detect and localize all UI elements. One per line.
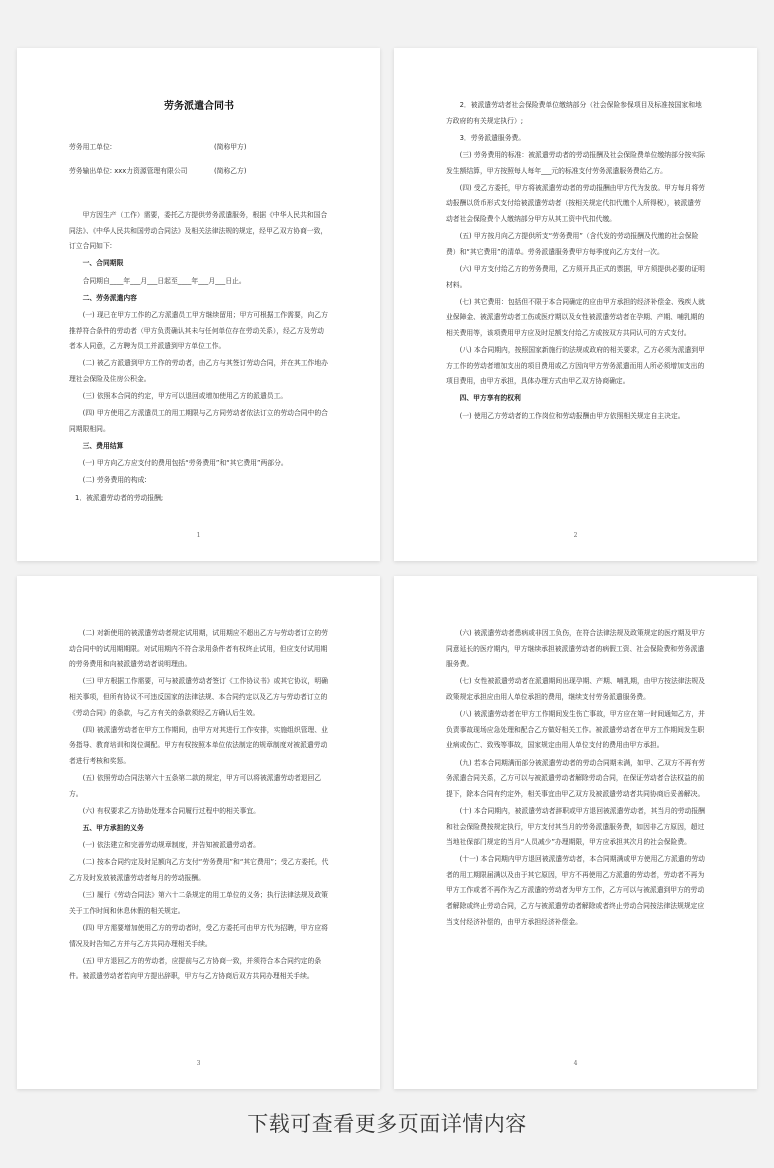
page-2-content <box>446 98 706 426</box>
section-heading: 四、甲方享有的权利 <box>459 394 521 403</box>
paragraph: (二) 劳务费用的构成: <box>82 476 147 485</box>
paragraph: (一) 使用乙方劳动者的工作岗位和劳动报酬由甲方依照相关规定自主决定。 <box>459 411 685 420</box>
paragraph: (六) 被派遣劳动者患病或非因工负伤，在符合法律法规及政策规定的医疗期及甲方同意延长的医疗期内，甲方继续承担被派遣劳动者的病假工资、社会保险费和劳务派遣服务费。 <box>446 629 705 669</box>
paragraph: (八) 被派遣劳动者在甲方工作期间发生伤亡事故，甲方应在第一时间通知乙方，并负责事故现场应急处理和配合乙方做好相关工作。被派遣劳动者在甲方工作期间发生职业病或伤亡、致残等事故，国家规定由用人单位支付的费用由甲方承担。 <box>446 710 705 750</box>
document-page-2 <box>394 48 757 561</box>
section-heading: 二、劳务派遣内容 <box>82 293 137 302</box>
download-more-caption: 下载可查看更多页面详情内容 <box>247 1112 527 1136</box>
section-heading: 一、合同期限 <box>82 259 124 268</box>
paragraph: (六) 有权要求乙方协助处理本合同履行过程中的相关事宜。 <box>82 806 260 815</box>
paragraph: (八) 本合同期内，按照国家新施行的法规或政府的相关要求，乙方必须为派遣到甲方工作的劳动者增加支出的项目费用或乙方因向甲方劳务派遣而用人所必须增加支出的项目费用，由甲方承担，具体办理方式由甲乙双方协商确定。 <box>446 346 705 386</box>
section-heading: 三、费用结算 <box>82 442 124 451</box>
paragraph: (七) 女性被派遣劳动者在派遣期间出现孕期、产期、哺乳期，由甲方按法律法规及政策规定承担应由用人单位承担的费用，继续支付劳务派遣服务费。 <box>446 677 705 701</box>
paragraph: (四) 受乙方委托，甲方将被派遣劳动者的劳动报酬由甲方代为发放。甲方每月将劳动报酬以货币形式支付给被派遣劳动者（按相关规定代扣代缴个人所得税），被派遣劳动者社会保险费个人缴纳部分甲方从其工资中代扣代缴。 <box>446 183 705 223</box>
page-3-content <box>69 626 329 987</box>
section-heading: 五、甲方承担的义务 <box>82 824 144 833</box>
paragraph: (一) 依法建立和完善劳动规章制度，并告知被派遣劳动者。 <box>82 841 260 850</box>
paragraph: (二) 被乙方派遣到甲方工作的劳动者，由乙方与其签订劳动合同，并在其工作地办理社会保险及住房公积金。 <box>69 359 328 383</box>
page-number: 4 <box>573 1060 578 1067</box>
paragraph: 3．劳务派遣服务费。 <box>459 133 526 142</box>
paragraph: (二) 对新使用的被派遣劳动者规定试用期，试用期应不超出乙方与劳动者订立的劳动合同中的试用期期限。对试用期内不符合录用条件者有权终止试用，但应支付试用期的劳务费用和向被派遣劳动者说明理由。 <box>69 629 328 669</box>
document-title: 劳务派遣合同书 <box>164 101 234 112</box>
page-1-content <box>69 100 329 508</box>
document-page-4 <box>394 576 757 1089</box>
paragraph: (一) 现已在甲方工作的乙方派遣员工甲方继续留用；甲方可根据工作需要，向乙方推荐符合条件的劳动者（甲方负责确认其未与任何单位存在劳动关系），经乙方及劳动者本人同意，乙方聘为员工并派遣到甲方单位工作。 <box>69 310 328 351</box>
paragraph: (七) 其它费用：包括但不限于本合同确定的应由甲方承担的经济补偿金、残疾人就业保障金、被派遣劳动者工伤或医疗期以及女性被派遣劳动者在孕期、产期、哺乳期的相关费用等，该项费用甲方应及时足额支付给乙方或按双方共同认可的方式支付。 <box>446 297 705 337</box>
paragraph: (九) 若本合同期满而部分被派遣劳动者的劳动合同期未满，如甲、乙双方不再有劳务派遣合同关系，乙方可以与被派遣劳动者解除劳动合同，在保证劳动者合法权益的前提下，除本合同有约定外，相关事宜由甲乙双方及被派遣劳动者共同协商后妥善解决。 <box>446 758 705 798</box>
provider-row <box>69 166 329 176</box>
page-number: 3 <box>196 1060 201 1067</box>
paragraph: (二) 按本合同约定及时足额向乙方支付“劳务费用”和“其它费用”；受乙方委托，代乙方及时发放被派遣劳动者每月的劳动报酬。 <box>69 858 329 883</box>
page-4-content <box>446 626 706 932</box>
document-page-3 <box>17 576 380 1089</box>
paragraph: (三) 履行《劳动合同法》第六十二条规定的用工单位的义务；执行法律法规及政策关于工作时间和休息休假的相关规定。 <box>69 891 328 915</box>
employer-label: 劳务用工单位: <box>69 143 113 151</box>
paragraph: (四) 甲方使用乙方派遣员工的用工期限与乙方同劳动者依法订立的劳动合同中的合同期限相同。 <box>69 409 328 433</box>
paragraph: (一) 甲方向乙方应支付的费用包括“劳务费用”和“其它费用”两部分。 <box>82 459 288 468</box>
employer-row <box>69 142 329 152</box>
paragraph: (四) 甲方需要增加使用乙方的劳动者时，受乙方委托可由甲方代为招聘，甲方应将情况及时告知乙方并与乙方共同办理相关手续。 <box>69 924 328 948</box>
provider-label: 劳务输出单位: xxx力资源管理有限公司 <box>69 167 188 175</box>
paragraph: 1．被派遣劳动者的劳动报酬; <box>75 493 164 502</box>
paragraph: 合同期自____年___月___日起至____年___月___日止。 <box>82 276 246 285</box>
paragraph: (五) 甲方按月向乙方提供所支“劳务费用”（含代发的劳动报酬及代缴的社会保险费）和“其它费用”的清单。劳务派遣服务费甲方每季度向乙方支付一次。 <box>446 232 699 256</box>
paragraph: (十一) 本合同期内甲方退回被派遣劳动者，本合同期满或甲方使用乙方派遣的劳动者的用工期限届满以及由于其它原因，甲方不再使用乙方派遣的劳动者，劳动者不再为甲方工作或者不再作为乙方派遣的劳动者为甲方工作，乙方可以与被派遣到甲方的劳动者解除或终止劳动合同，乙方与被派遣劳动者解除或者终止劳动合同按法律法规规定应当支付经济补偿的，由甲方承担经济补偿金。 <box>446 855 705 926</box>
paragraph: 甲方因生产（工作）需要，委托乙方提供劳务派遣服务，根据《中华人民共和国合同法》、《中华人民共和国劳动合同法》及相关法律法规的规定，经甲乙双方协商一致，订立合同如下: <box>69 211 328 251</box>
paragraph: (三) 依照本合同的约定，甲方可以退回或增加使用乙方的派遣员工。 <box>82 392 288 401</box>
paragraph: (五) 甲方退回乙方的劳动者，应提前与乙方协商一致，并须符合本合同约定的条件。被派遣劳动者若向甲方提出辞职，甲方与乙方协商后双方共同办理相关手续。 <box>69 956 322 981</box>
paragraph: (六) 甲方支付给乙方的劳务费用，乙方须开具正式的票据，甲方须提供必要的证明材料。 <box>446 264 705 289</box>
paragraph: (十) 本合同期内，被派遣劳动者辞职或甲方退回被派遣劳动者，其当月的劳动报酬和社会保险费按规定执行，甲方支付其当月的劳务派遣服务费，如因非乙方原因，超过当地社保部门规定的当月“人员减少”办理期限，甲方应承担其次月的社会保险费。 <box>446 806 705 847</box>
page-number: 2 <box>573 532 578 539</box>
paragraph: (三) 劳务费用的标准：被派遣劳动者的劳动报酬及社会保险费单位缴纳部分按实际发生额结算，甲方按照每人每年___元的标准支付劳务派遣服务费给乙方。 <box>446 150 705 175</box>
paragraph: (五) 依照劳动合同法第六十五条第二款的规定，甲方可以将被派遣劳动者退回乙方。 <box>69 774 322 798</box>
provider-short: (简称乙方) <box>214 167 247 175</box>
employer-short: (简称甲方) <box>214 143 247 151</box>
page-number: 1 <box>196 532 201 539</box>
paragraph: (三) 甲方根据工作需要，可与被派遣劳动者签订《工作协议书》或其它协议，明确相关事项，但所有协议不可违反国家的法律法规、本合同约定以及乙方与劳动者订立的《劳动合同》的条款，与乙方有关的条款须经乙方确认后生效。 <box>69 677 328 717</box>
paragraph: (四) 被派遣劳动者在甲方工作期间，由甲方对其进行工作安排，实施组织管理、业务指导、教育培训和岗位调配。甲方有权按照本单位依法制定的规章制度对被派遣劳动者进行考核和奖惩。 <box>69 725 328 765</box>
paragraph: 2．被派遣劳动者社会保险费单位缴纳部分（社会保险参保项目及标准按国家和地方政府的有关规定执行）; <box>446 101 702 125</box>
document-page-1 <box>17 48 380 561</box>
